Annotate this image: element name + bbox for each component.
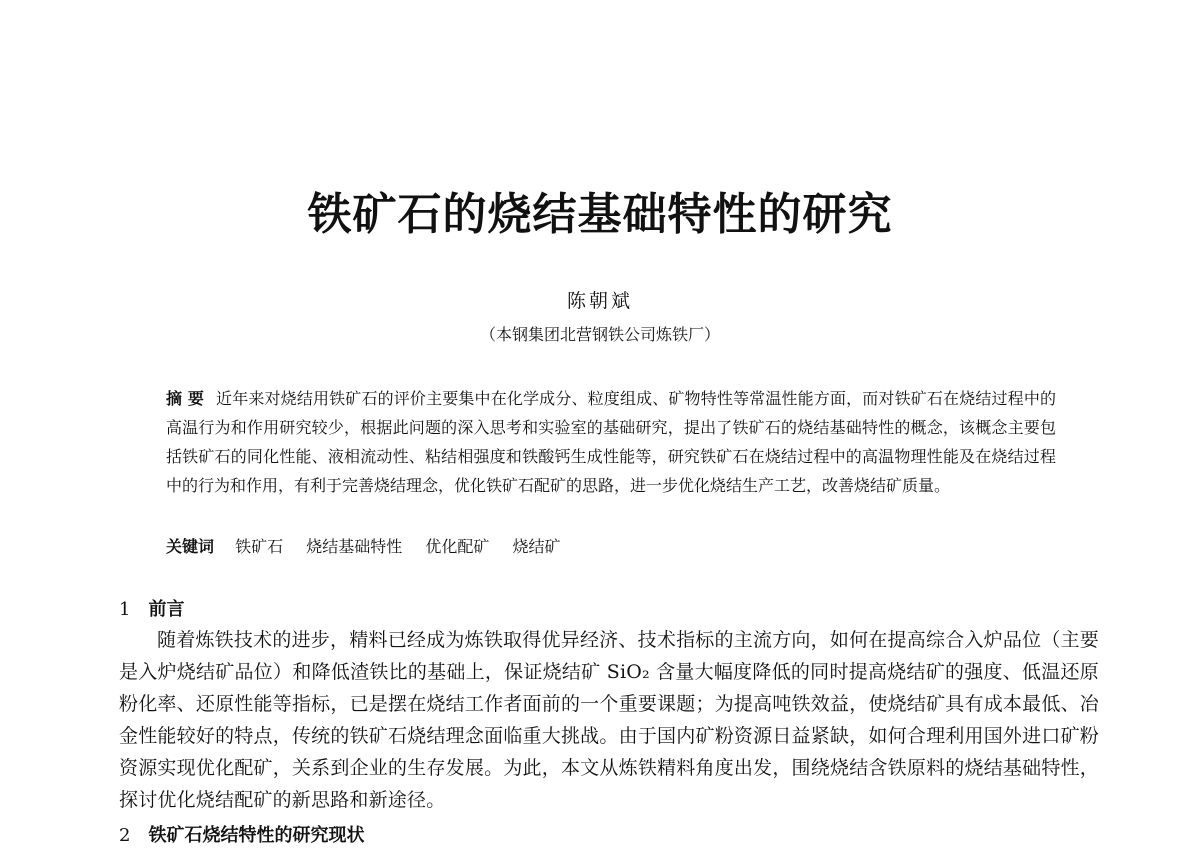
keywords [166, 533, 1056, 561]
abstract-text: 近年来对烧结用铁矿石的评价主要集中在化学成分、粒度组成、矿物特性等常温性能方面，而对铁矿石在烧结过程中的高温行为和作用研究较少，根据此问题的深入思考和实验室的基础研究，提出了铁矿石的烧结基础特性的概念，该概念主要包括铁矿石的同化性能、液相流动性、粘结相强度和铁酸钙生成性能等，研究铁矿石在烧结过程中的高温物理性能及在烧结过程中的行为和作用，有利于完善烧结理念，优化铁矿石配矿的思路，进一步优化烧结生产工艺，改善烧结矿质量。 [166, 389, 1056, 495]
keyword-item: 烧结基础特性 [306, 537, 403, 556]
abstract [166, 384, 1056, 500]
section-number: 2 [119, 825, 131, 846]
section-heading-introduction [119, 596, 184, 624]
abstract-label: 摘 要 [166, 389, 205, 408]
section-title: 铁矿石烧结特性的研究现状 [148, 825, 365, 846]
section-heading-research-status [119, 822, 364, 850]
keyword-item: 烧结矿 [512, 537, 561, 556]
author-affiliation: （本钢集团北营钢铁公司炼铁厂） [479, 325, 720, 344]
paper-title: 铁矿石的烧结基础特性的研究 [307, 189, 893, 240]
keywords-label: 关键词 [166, 537, 215, 556]
keyword-item: 优化配矿 [425, 537, 490, 556]
section-body-introduction: 随着炼铁技术的进步，精料已经成为炼铁取得优异经济、技术指标的主流方向，如何在提高综合入炉品位（主要是入炉烧结矿品位）和降低渣铁比的基础上，保证烧结矿 SiO₂ 含量大幅度降低的同时提高烧结矿的强度、低温还原粉化率、还原性能等指标，已是摆在烧结工作者面前的一个重要课题；为提高吨铁效益，使烧结矿具有成本最低、冶金性能较好的特点，传统的铁矿石烧结理念面临重大挑战。由于国内矿粉资源日益紧缺，如何合理利用国外进口矿粉资源实现优化配矿，关系到企业的生存发展。为此，本文从炼铁精料角度出发，围绕烧结含铁原料的烧结基础特性，探讨优化烧结配矿的新思路和新途径。 [119, 629, 1099, 811]
keyword-item: 铁矿石 [235, 537, 284, 556]
section-number: 1 [119, 599, 131, 620]
author-name: 陈朝斌 [566, 290, 633, 312]
section-title: 前言 [148, 599, 185, 620]
